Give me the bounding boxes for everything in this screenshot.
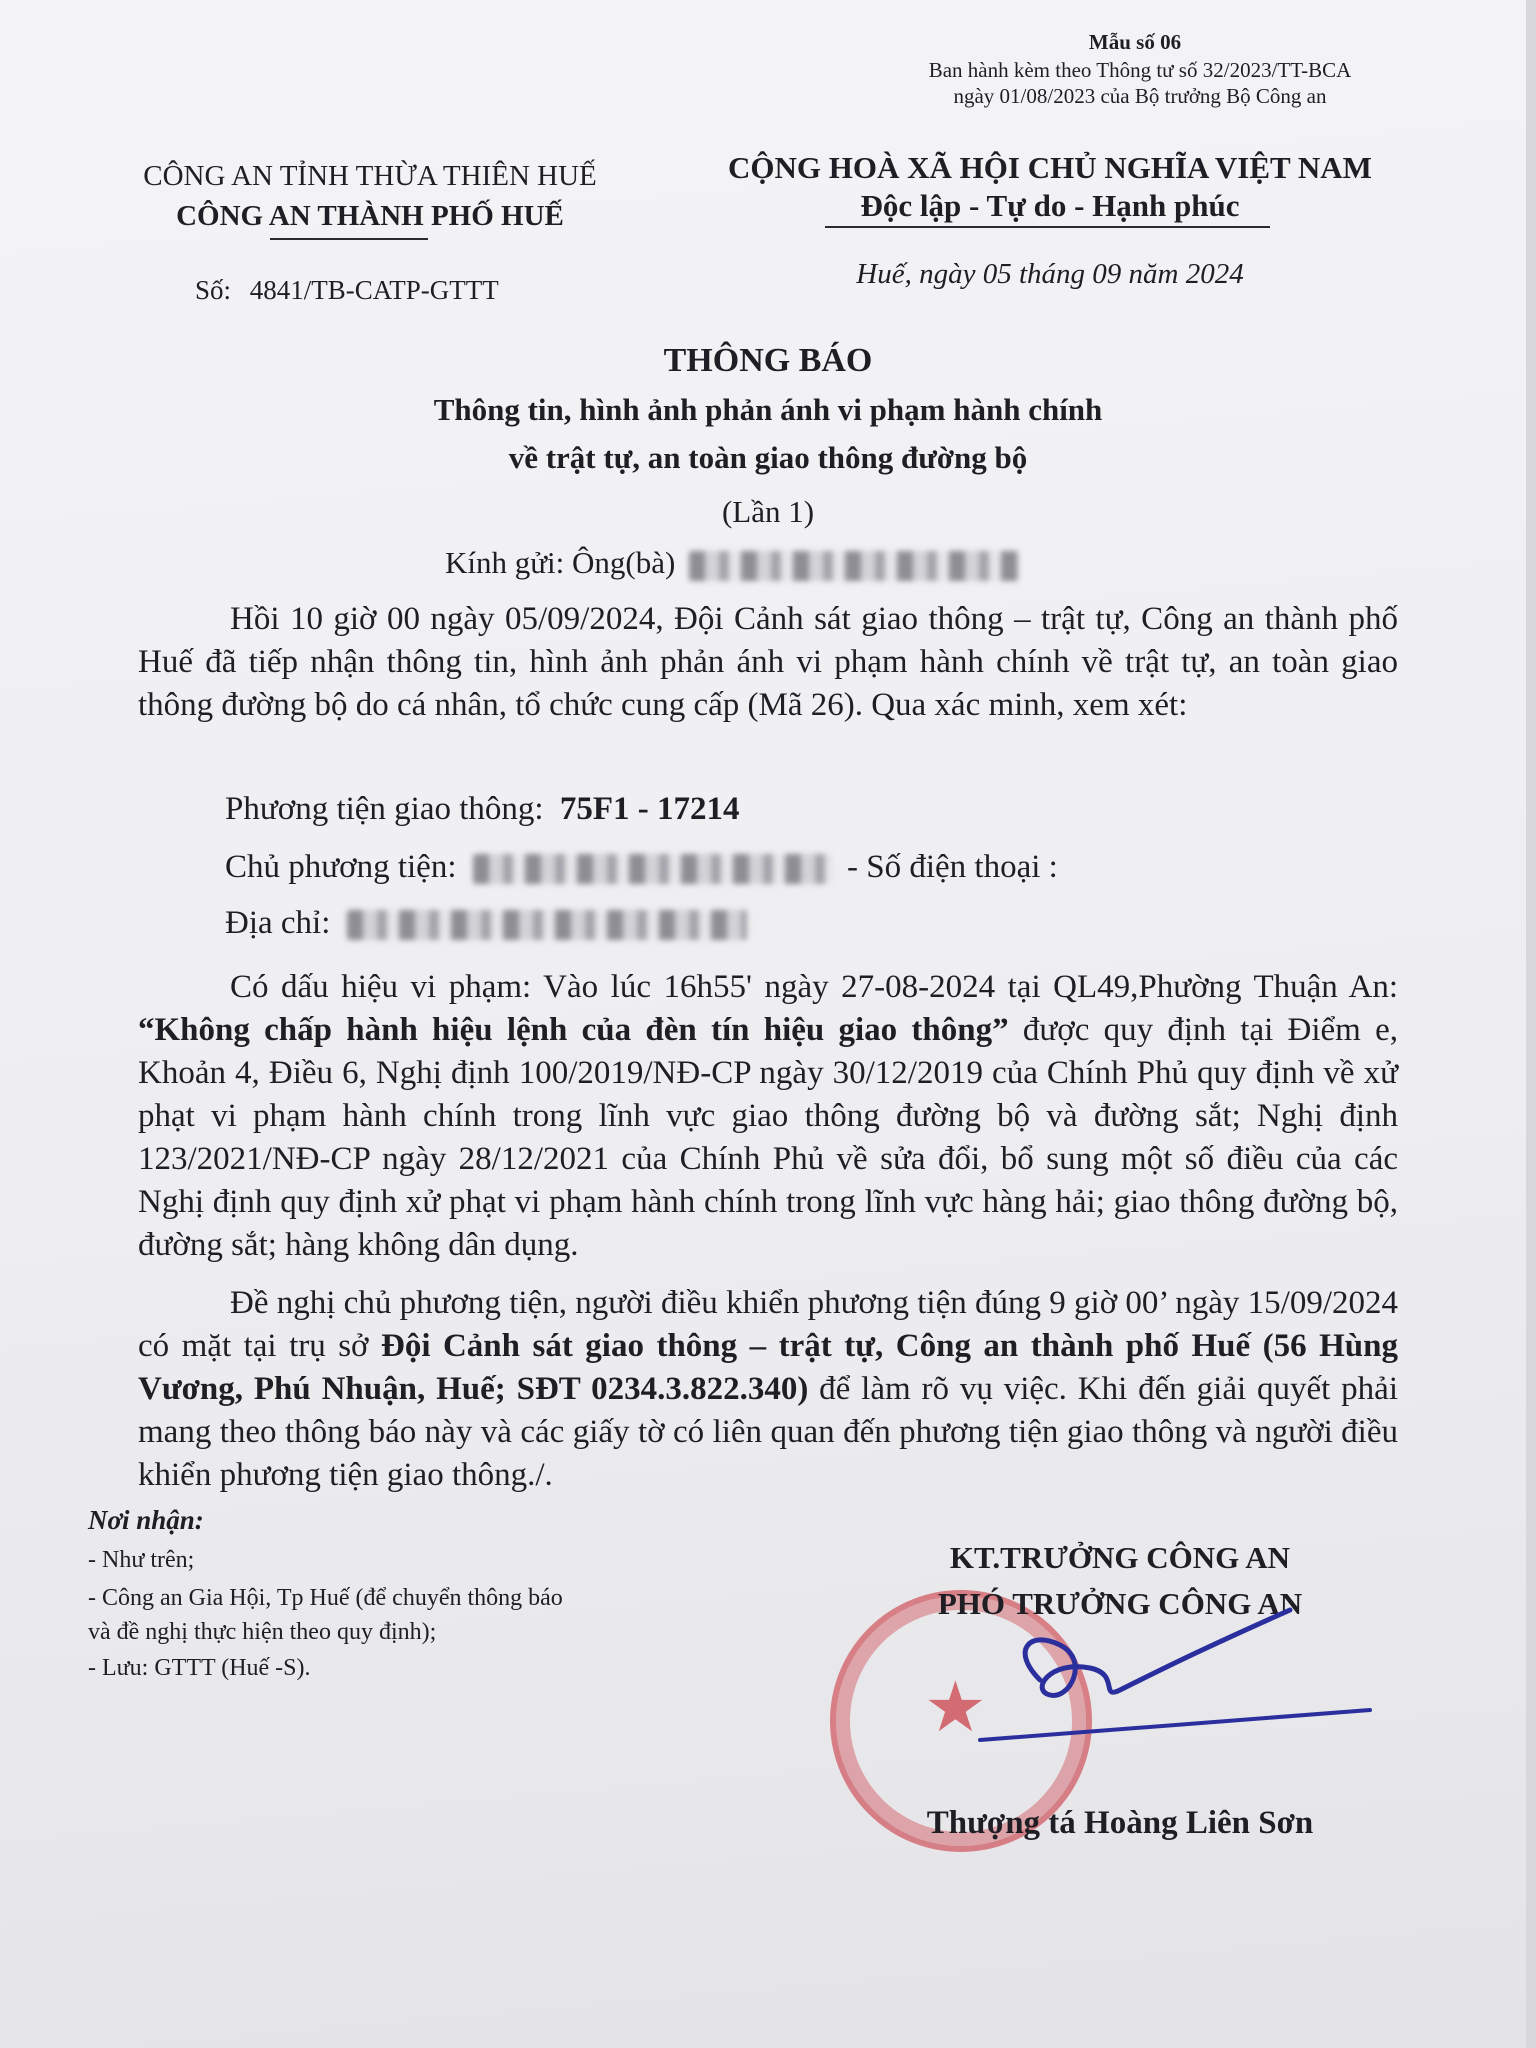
recipients-title: Nơi nhận:: [88, 1505, 204, 1535]
vehicle-label: Phương tiện giao thông:: [225, 791, 544, 827]
signer-name: Thượng tá Hoàng Liên Sơn: [926, 1805, 1314, 1841]
violation-description: “Không chấp hành hiệu lệnh của đèn tín hiệu giao thông”: [138, 1012, 1009, 1048]
recipient-2: - Công an Gia Hội, Tp Huế (để chuyển thông báo: [88, 1585, 563, 1611]
paragraph-request: [138, 1282, 1398, 1497]
form-issued-line1: Ban hành kèm theo Thông tư số 32/2023/TT-BCA: [928, 58, 1352, 82]
phone-label: - Số điện thoại :: [847, 849, 1058, 885]
redacted-owner: [473, 854, 833, 884]
form-number: Mẫu số 06: [1088, 30, 1182, 54]
vehicle-line: [225, 788, 739, 831]
doc-subtitle-1: Thông tin, hình ảnh phản ánh vi phạm hành chính: [433, 392, 1103, 427]
notice-round: (Lần 1): [721, 494, 815, 529]
agency-underline: [270, 238, 428, 240]
addressee-line: [445, 545, 1019, 581]
doc-number-value: 4841/TB-CATP-GTTT: [249, 275, 499, 305]
doc-title: THÔNG BÁO: [663, 342, 873, 379]
address-label: Địa chỉ:: [225, 905, 331, 941]
stamp-star-icon: ★: [924, 1666, 987, 1748]
recipient-2b: và đề nghị thực hiện theo quy định);: [88, 1619, 437, 1645]
form-issued-line2: ngày 01/08/2023 của Bộ trưởng Bộ Công an: [953, 84, 1327, 108]
redacted-address: [347, 910, 747, 940]
doc-subtitle-2: về trật tự, an toàn giao thông đường bộ: [508, 440, 1028, 475]
violation-intro: Có dấu hiệu vi phạm: Vào lúc 16h55' ngày 27-08-2024 tại QL49,Phường Thuận An:: [230, 969, 1398, 1005]
vehicle-plate: 75F1 - 17214: [559, 791, 740, 827]
agency-parent: CÔNG AN TỈNH THỪA THIÊN HUẾ: [143, 160, 597, 192]
owner-line: [225, 846, 1058, 889]
paragraph-violation: [138, 966, 1398, 1267]
signer-title-2: PHÓ TRƯỞNG CÔNG AN: [937, 1586, 1303, 1621]
request-office: Đội Cảnh sát giao thông – trật tự, Công an thành phố Huế (56 Hùng Vương, Phú Nhuận, Huế; SĐT 0234.3.822.340): [138, 1328, 1398, 1407]
paragraph-intro: Hồi 10 giờ 00 ngày 05/09/2024, Đội Cảnh sát giao thông – trật tự, Công an thành phố Huế đã tiếp nhận thông tin, hình ảnh phản ánh vi phạm hành chính về trật tự, an toàn giao thông đường bộ do cá nhân, tổ chức cung cấp (Mã 26). Qua xác minh, xem xét:: [138, 601, 1398, 723]
country-name: CỘNG HOÀ XÃ HỘI CHỦ NGHĨA VIỆT NAM: [728, 150, 1372, 185]
owner-label: Chủ phương tiện:: [225, 849, 457, 885]
doc-number-label: Số:: [195, 275, 232, 305]
address-line: [225, 902, 747, 945]
violation-legal-basis: được quy định tại Điểm e, Khoản 4, Điều 6, Nghị định 100/2019/NĐ-CP ngày 30/12/2019 của Chính Phủ quy định về xử phạt vi phạm hành chính trong lĩnh vực giao thông đường bộ và đường sắt; Nghị định 123/2021/NĐ-CP ngày 28/12/2021 của Chính Phủ về sửa đổi, bổ sung một số điều của các Nghị định quy định xử phạt vi phạm hành chính trong lĩnh vực hàng hải; giao thông đường bộ, đường sắt; hàng không dân dụng.: [138, 1012, 1398, 1263]
place-date: Huế, ngày 05 tháng 09 năm 2024: [856, 258, 1244, 290]
recipient-1: - Như trên;: [88, 1547, 195, 1573]
handwritten-signature: [860, 1590, 1380, 1770]
signer-title-1: KT.TRƯỞNG CÔNG AN: [949, 1540, 1291, 1575]
redacted-addressee: [689, 551, 1019, 581]
agency-name: CÔNG AN THÀNH PHỐ HUẾ: [176, 200, 564, 232]
motto: Độc lập - Tự do - Hạnh phúc: [860, 188, 1240, 223]
paper-edge: [1526, 0, 1536, 2048]
motto-underline: [825, 226, 1270, 228]
addressee-label: Kính gửi: Ông(bà): [445, 545, 676, 580]
request-end: để làm rõ vụ việc. Khi đến giải quyết phải mang theo thông báo này và các giấy tờ có liên quan đến phương tiện giao thông và người điều khiển phương tiện giao thông./.: [138, 1371, 1398, 1493]
recipient-3: - Lưu: GTTT (Huế -S).: [88, 1655, 311, 1681]
doc-number: [195, 275, 499, 306]
request-intro: Đề nghị chủ phương tiện, người điều khiển phương tiện đúng 9 giờ 00’ ngày 15/09/2024 có mặt tại trụ sở: [138, 1285, 1398, 1364]
